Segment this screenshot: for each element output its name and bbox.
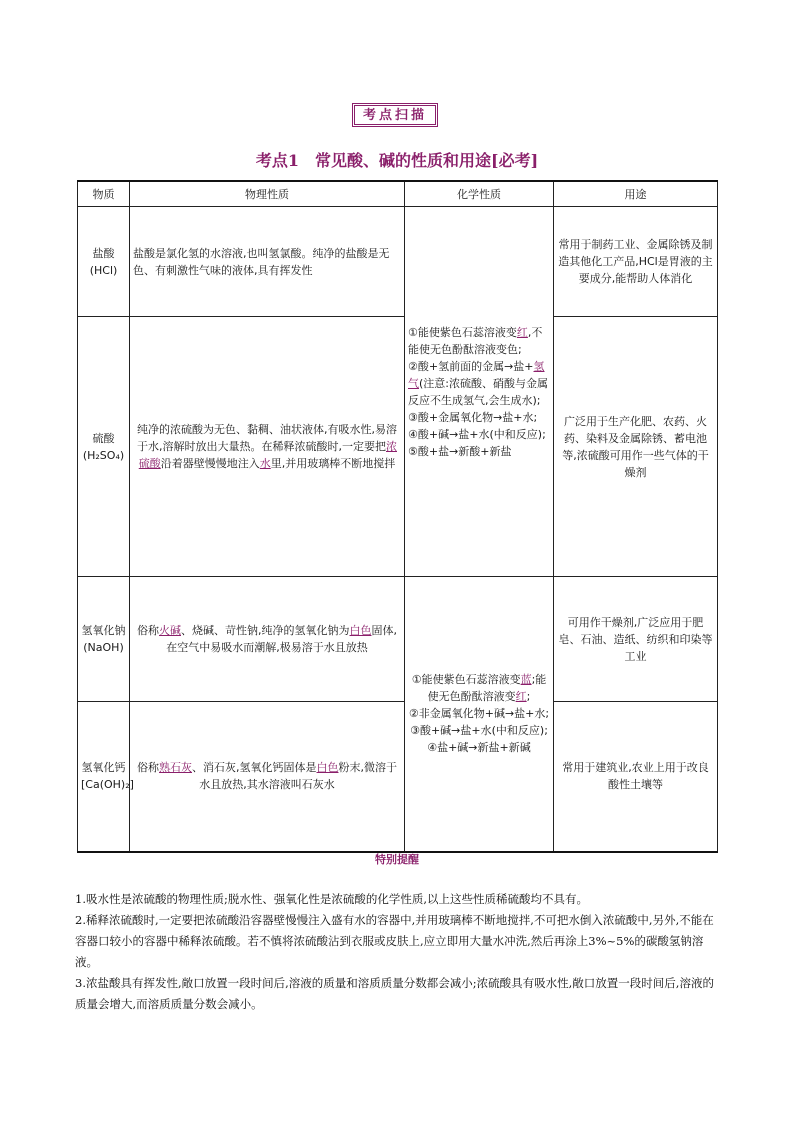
substance-cell-naoh bbox=[78, 577, 130, 702]
physical-cell-caoh2 bbox=[130, 702, 405, 852]
col-header-substance: 物质 bbox=[78, 181, 130, 207]
use-cell-hcl: 常用于制药工业、金属除锈及制造其他化工产品,HCl是胃液的主要成分,能帮助人体消化 bbox=[554, 207, 718, 317]
page-title: 考点1 常见酸、碱的性质和用途[必考] bbox=[255, 151, 539, 170]
base-chem-2: ②非金属氧化物+碱→盐+水; bbox=[408, 707, 550, 721]
substance-name: 氢氧化钠 bbox=[81, 624, 126, 637]
base-chem-3: ③酸+碱→盐+水(中和反应); bbox=[410, 724, 548, 738]
caoh2-phys-c: 、消石灰,氢氧化钙固体是 bbox=[192, 761, 317, 775]
answer-white: 白色 bbox=[349, 624, 372, 637]
answer-hydrogen: 氢气 bbox=[408, 359, 545, 390]
note-item: 1.吸水性是浓硫酸的物理性质;脱水性、强氧化性是浓硫酸的化学性质,以上这些性质稀硫酸均不具有。 bbox=[75, 892, 588, 906]
physical-cell-h2so4 bbox=[130, 317, 405, 577]
note-item: 2.稀释浓硫酸时,一定要把浓硫酸沿容器壁慢慢注入盛有水的容器中,并用玻璃棒不断地搅拌,不可把水倒入浓硫酸中,另外,不能在容器口较小的容器中稀释浓硫酸。若不慎将浓硫酸沾到衣服或皮肤上,应立即用大量水冲洗,然后再涂上3%~5%的碳酸氢钠溶液。 bbox=[75, 913, 714, 969]
table-row-caoh2 bbox=[78, 702, 718, 852]
acid-chem-2b: (注意:浓硫酸、硝酸与金属反应不生成氢气,会生成水); bbox=[408, 376, 548, 407]
naoh-phys-e: 固体,在空气中易吸水而潮解,极易溶于水且放热 bbox=[166, 624, 397, 654]
answer-water: 水 bbox=[259, 457, 271, 470]
col-header-chemical: 化学性质 bbox=[405, 181, 554, 207]
table-row-naoh bbox=[78, 577, 718, 702]
answer-caustic-soda: 火碱 bbox=[159, 624, 181, 637]
substance-formula: (HCl) bbox=[89, 263, 118, 277]
acid-base-table bbox=[77, 180, 718, 853]
base-chem-1e: ; bbox=[526, 690, 531, 704]
substance-name: 硫酸 bbox=[92, 431, 115, 445]
answer-red-base: 红 bbox=[515, 690, 527, 704]
table-row-hcl bbox=[78, 207, 718, 317]
notes-block bbox=[75, 889, 721, 1015]
caoh2-phys-a: 俗称 bbox=[137, 761, 159, 775]
tip-heading: 特别提醒 bbox=[375, 853, 419, 866]
h2so4-phys-a: 纯净的浓硫酸为无色、黏稠、油状液体,有吸水性,易溶于水,溶解时放出大量热。在稀释浓硫酸时,一定要把 bbox=[137, 423, 397, 453]
substance-cell-caoh2 bbox=[78, 702, 134, 852]
acid-chem-2: ②酸+氢前面的金属→盐+ bbox=[408, 359, 534, 373]
acid-chem-4: ④酸+碱→盐+水(中和反应); bbox=[408, 427, 546, 441]
table-row-h2so4 bbox=[78, 317, 718, 577]
physical-cell-hcl: 盐酸是氯化氢的水溶液,也叫氢氯酸。纯净的盐酸是无色、有刺激性气味的液体,具有挥发性 bbox=[130, 207, 405, 317]
substance-name: 氢氧化钙 bbox=[81, 761, 126, 775]
naoh-phys-a: 俗称 bbox=[137, 624, 159, 637]
substance-formula: [Ca(OH)₂] bbox=[81, 778, 134, 792]
substance-formula: (H₂SO₄) bbox=[82, 448, 125, 462]
chemical-cell-base bbox=[405, 577, 554, 852]
acid-chem-3: ③酸+金属氧化物→盐+水; bbox=[408, 410, 538, 424]
use-cell-h2so4: 广泛用于生产化肥、农药、火药、染料及金属除锈、蓄电池等,浓硫酸可用作一些气体的干燥剂 bbox=[554, 317, 718, 577]
substance-cell-hcl bbox=[78, 207, 130, 317]
physical-cell-naoh bbox=[130, 577, 405, 702]
substance-formula: (NaOH) bbox=[83, 641, 124, 654]
answer-conc-sulfuric: 浓硫酸 bbox=[138, 440, 397, 470]
naoh-phys-c: 、烧碱、苛性钠,纯净的氢氧化钠为 bbox=[181, 624, 350, 637]
caoh2-phys-e: 粉末,微溶于水且放热,其水溶液叫石灰水 bbox=[199, 761, 397, 792]
substance-cell-h2so4 bbox=[78, 317, 130, 577]
answer-slaked-lime: 熟石灰 bbox=[159, 761, 192, 775]
h2so4-phys-c: 沿着器壁慢慢地注入 bbox=[160, 457, 260, 470]
answer-blue: 蓝 bbox=[520, 673, 532, 687]
base-chem-4: ④盐+碱→新盐+新碱 bbox=[427, 741, 531, 755]
use-cell-naoh: 可用作干燥剂,广泛应用于肥皂、石油、造纸、纺织和印染等工业 bbox=[554, 577, 718, 702]
acid-chem-5: ⑤酸+盐→新酸+新盐 bbox=[408, 444, 512, 458]
note-item: 3.浓盐酸具有挥发性,敞口放置一段时间后,溶液的质量和溶质质量分数都会减小;浓硫酸具有吸水性,敞口放置一段时间后,溶液的质量会增大,而溶质质量分数会减小。 bbox=[75, 976, 714, 1011]
use-cell-caoh2: 常用于建筑业,农业上用于改良酸性土壤等 bbox=[554, 702, 718, 852]
section-badge: 考点扫描 bbox=[354, 105, 436, 125]
answer-red: 红 bbox=[516, 325, 528, 339]
substance-name: 盐酸 bbox=[92, 246, 115, 260]
col-header-use: 用途 bbox=[554, 181, 718, 207]
base-chem-1: ①能使紫色石蕊溶液变 bbox=[411, 673, 521, 687]
answer-white-2: 白色 bbox=[316, 761, 339, 775]
acid-chem-1b: ,不能使无色酚酞溶液变色; bbox=[408, 325, 543, 356]
h2so4-phys-e: 里,并用玻璃棒不断地搅拌 bbox=[270, 457, 396, 470]
base-chem-1c: ;能使无色酚酞溶液变 bbox=[427, 673, 547, 704]
table-header-row bbox=[78, 181, 718, 207]
col-header-physical: 物理性质 bbox=[130, 181, 405, 207]
chemical-cell-acid bbox=[405, 207, 554, 577]
acid-chem-1: ①能使紫色石蕊溶液变 bbox=[408, 325, 517, 339]
